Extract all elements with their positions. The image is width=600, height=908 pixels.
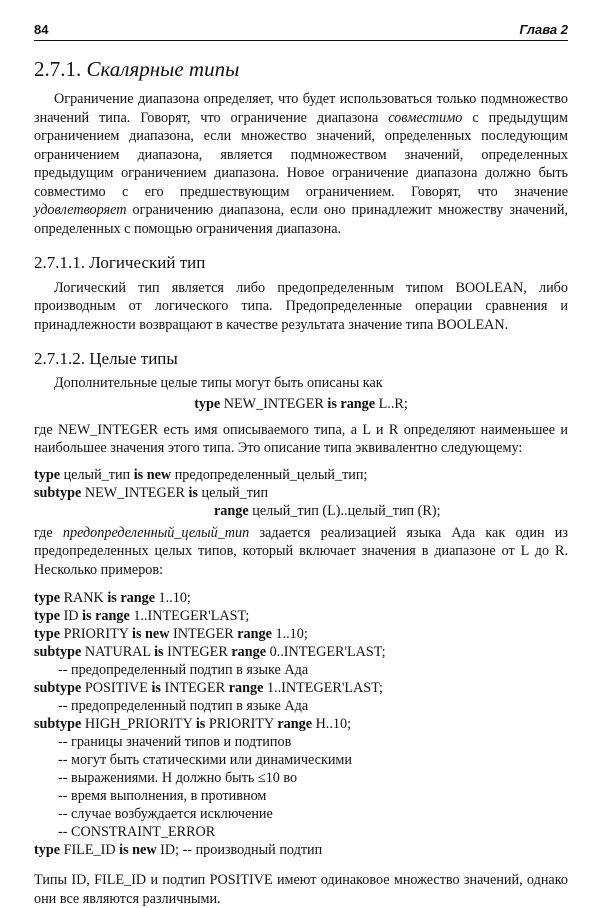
code-line: subtype POSITIVE is INTEGER range 1..INTEGER'LAST; [34, 680, 384, 697]
code-line: subtype NEW_INTEGER is целый_тип [34, 484, 269, 501]
code-comment: -- случае возбуждается исключение [58, 806, 273, 823]
code-comment: -- время выполнения, в противном [58, 788, 267, 805]
code-line: subtype NATURAL is INTEGER range 0..INTEGER'LAST; [34, 644, 386, 661]
integer-intro: Дополнительные целые типы могут быть описаны как [54, 375, 383, 392]
code-comment: -- выражениями. H должно быть ≤10 во [58, 770, 298, 787]
code-line: type RANK is range 1..10; [34, 590, 191, 607]
section-paragraph: Ограничение диапазона определяет, что будет использоваться только подмножество значений типа. Говорят, что ограничение диапазона совместимо с предыдущим ограничением диапазона, если множество значений, определенных последующим ограничением диапазона, является подмножеством значений, определенных предыдущим ограничением диапазона. Новое ограничение диапазона должно быть совместимо с его предшествующим ограничением. Говорят, что значение удовлетворяет ограничению диапазона, если оно принадлежит множеству значений, определенных с помощью ограничения диапазона. [34, 91, 568, 237]
code-line: range целый_тип (L)..целый_тип (R); [214, 502, 441, 519]
code-comment: -- предопределенный подтип в языке Ада [58, 698, 309, 715]
code-line: type PRIORITY is new INTEGER range 1..10; [34, 626, 308, 643]
code-line: type целый_тип is new предопределенный_целый_тип; [34, 466, 368, 483]
equivalent-declarations [34, 466, 568, 520]
chapter-label: Глава 2 [519, 22, 568, 37]
code-comment: -- могут быть статическими или динамическими [58, 752, 352, 769]
integer-paragraph-2: где NEW_INTEGER есть имя описываемого типа, а L и R определяют наименьшее и наибольшее значения этого типа. Это описание типа эквивалентно следующему: [34, 421, 568, 457]
code-comment: -- CONSTRAINT_ERROR [58, 824, 216, 841]
subsection-logical-heading: 2.7.1.1. Логический тип [34, 253, 206, 273]
examples-code [34, 589, 568, 859]
new-integer-declaration: type NEW_INTEGER is range L..R; [194, 395, 408, 412]
code-line: subtype HIGH_PRIORITY is PRIORITY range H..10; [34, 716, 352, 733]
code-comment: -- предопределенный подтип в языке Ада [58, 662, 309, 679]
integer-paragraph-3: где предопределенный_целый_тип задается реализацией языка Ада как один из предопределенных целых типов, который включает значения в диапазоне от L до R. Несколько примеров: [34, 524, 568, 578]
subsection-integer-heading: 2.7.1.2. Целые типы [34, 349, 178, 369]
code-line: type ID is range 1..INTEGER'LAST; [34, 608, 250, 625]
final-paragraph: Типы ID, FILE_ID и подтип POSITIVE имеют одинаковое множество значений, однако они все являются различными. [34, 872, 568, 907]
logical-paragraph: Логический тип является либо предопределенным типом BOOLEAN, либо производным от логического типа. Предопределенные операции сравнения и принадлежности возвращают в качестве результата значение типа BOOLEAN. [34, 279, 568, 333]
page-number: 84 [34, 22, 49, 37]
code-line: type FILE_ID is new ID; -- производный подтип [34, 842, 323, 859]
running-header [34, 22, 568, 41]
code-comment: -- границы значений типов и подтипов [58, 734, 292, 751]
section-title: 2.7.1. Скалярные типы [34, 57, 240, 81]
